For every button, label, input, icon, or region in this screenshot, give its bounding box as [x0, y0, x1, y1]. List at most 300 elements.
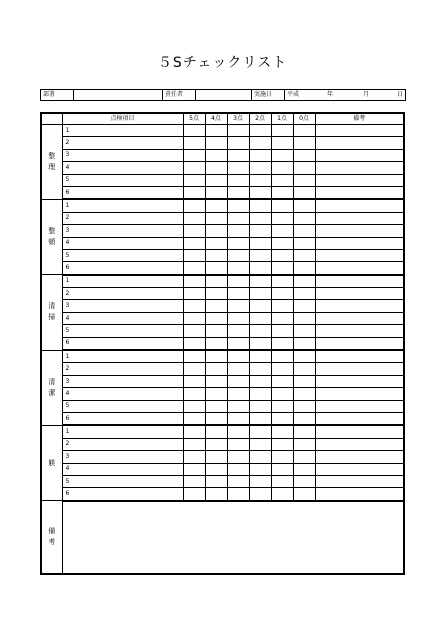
score-5-cell[interactable]	[183, 237, 205, 249]
score-5-cell[interactable]	[183, 300, 205, 312]
score-4-cell[interactable]	[205, 350, 227, 363]
remarks-cell[interactable]	[315, 249, 404, 261]
score-0-cell[interactable]	[293, 463, 315, 475]
score-3-cell[interactable]	[227, 237, 249, 249]
score-1-cell[interactable]	[271, 262, 293, 275]
remarks-cell[interactable]	[315, 337, 404, 350]
remarks-cell[interactable]	[315, 137, 404, 149]
score-1-cell[interactable]	[271, 199, 293, 212]
score-0-cell[interactable]	[293, 400, 315, 412]
table-row	[41, 288, 404, 300]
score-1-cell[interactable]	[271, 388, 293, 400]
table-row	[41, 438, 404, 450]
score-0-cell[interactable]	[293, 337, 315, 350]
score-0-cell[interactable]	[293, 249, 315, 261]
remarks-cell[interactable]	[315, 388, 404, 400]
score-1-cell[interactable]	[271, 249, 293, 261]
score-1-cell[interactable]	[271, 350, 293, 363]
header-score-0: 0点	[293, 113, 315, 125]
score-0-cell[interactable]	[293, 325, 315, 337]
check-item-cell[interactable]: 1	[62, 125, 183, 137]
info-table	[40, 89, 406, 101]
table-header-row	[41, 113, 404, 125]
check-item-cell[interactable]: 2	[62, 438, 183, 450]
score-2-cell[interactable]	[249, 312, 271, 324]
table-row	[41, 425, 404, 438]
check-item-cell[interactable]: 6	[62, 337, 183, 350]
score-4-cell[interactable]	[205, 212, 227, 224]
remarks-cell[interactable]	[315, 212, 404, 224]
check-item-cell[interactable]: 2	[62, 212, 183, 224]
check-item-cell[interactable]: 2	[62, 363, 183, 375]
score-5-cell[interactable]	[183, 400, 205, 412]
score-1-cell[interactable]	[271, 225, 293, 237]
score-4-cell[interactable]	[205, 162, 227, 174]
score-1-cell[interactable]	[271, 212, 293, 224]
score-0-cell[interactable]	[293, 388, 315, 400]
remarks-cell[interactable]	[315, 438, 404, 450]
score-3-cell[interactable]	[227, 300, 249, 312]
score-2-cell[interactable]	[249, 325, 271, 337]
score-5-cell[interactable]	[183, 388, 205, 400]
score-4-cell[interactable]	[205, 475, 227, 487]
remarks-cell[interactable]	[315, 451, 404, 463]
score-4-cell[interactable]	[205, 225, 227, 237]
score-5-cell[interactable]	[183, 186, 205, 199]
score-5-cell[interactable]	[183, 475, 205, 487]
remarks-cell[interactable]	[315, 237, 404, 249]
score-1-cell[interactable]	[271, 451, 293, 463]
header-score-1: 1点	[271, 113, 293, 125]
score-3-cell[interactable]	[227, 337, 249, 350]
score-2-cell[interactable]	[249, 337, 271, 350]
category-char: 頓	[48, 238, 56, 247]
score-4-cell[interactable]	[205, 488, 227, 501]
score-1-cell[interactable]	[271, 375, 293, 387]
category-char: 清	[48, 302, 56, 311]
check-item-cell[interactable]: 2	[62, 288, 183, 300]
score-0-cell[interactable]	[293, 275, 315, 288]
score-2-cell[interactable]	[249, 400, 271, 412]
table-row	[41, 451, 404, 463]
score-3-cell[interactable]	[227, 212, 249, 224]
score-0-cell[interactable]	[293, 425, 315, 438]
table-row	[41, 337, 404, 350]
score-2-cell[interactable]	[249, 275, 271, 288]
score-3-cell[interactable]	[227, 225, 249, 237]
score-5-cell[interactable]	[183, 249, 205, 261]
score-3-cell[interactable]	[227, 388, 249, 400]
score-3-cell[interactable]	[227, 199, 249, 212]
score-1-cell[interactable]	[271, 174, 293, 186]
score-5-cell[interactable]	[183, 488, 205, 501]
score-0-cell[interactable]	[293, 212, 315, 224]
score-4-cell[interactable]	[205, 186, 227, 199]
score-1-cell[interactable]	[271, 149, 293, 161]
check-item-cell[interactable]: 2	[62, 137, 183, 149]
score-2-cell[interactable]	[249, 249, 271, 261]
score-4-cell[interactable]	[205, 388, 227, 400]
category-char: 掃	[48, 313, 56, 322]
check-item-cell[interactable]: 6	[62, 186, 183, 199]
score-2-cell[interactable]	[249, 475, 271, 487]
check-item-cell[interactable]: 4	[62, 162, 183, 174]
table-row	[41, 463, 404, 475]
month-label: 月	[363, 91, 370, 98]
score-0-cell[interactable]	[293, 438, 315, 450]
header-remarks: 備考	[315, 113, 404, 125]
score-5-cell[interactable]	[183, 325, 205, 337]
score-2-cell[interactable]	[249, 137, 271, 149]
score-2-cell[interactable]	[249, 174, 271, 186]
score-3-cell[interactable]	[227, 162, 249, 174]
table-row	[41, 300, 404, 312]
score-0-cell[interactable]	[293, 312, 315, 324]
score-0-cell[interactable]	[293, 225, 315, 237]
score-2-cell[interactable]	[249, 237, 271, 249]
table-row	[41, 312, 404, 324]
category-label-0	[41, 125, 62, 200]
score-1-cell[interactable]	[271, 288, 293, 300]
score-4-cell[interactable]	[205, 262, 227, 275]
score-2-cell[interactable]	[249, 162, 271, 174]
score-5-cell[interactable]	[183, 463, 205, 475]
check-item-cell[interactable]: 1	[62, 199, 183, 212]
table-row	[41, 262, 404, 275]
score-4-cell[interactable]	[205, 237, 227, 249]
score-5-cell[interactable]	[183, 412, 205, 425]
remarks-cell[interactable]	[315, 412, 404, 425]
score-5-cell[interactable]	[183, 212, 205, 224]
category-label-2	[41, 275, 62, 350]
check-item-cell[interactable]: 4	[62, 463, 183, 475]
score-1-cell[interactable]	[271, 162, 293, 174]
score-1-cell[interactable]	[271, 237, 293, 249]
score-0-cell[interactable]	[293, 262, 315, 275]
remarks-cell[interactable]	[315, 275, 404, 288]
score-2-cell[interactable]	[249, 199, 271, 212]
score-4-cell[interactable]	[205, 125, 227, 137]
remarks-cell[interactable]	[315, 363, 404, 375]
score-1-cell[interactable]	[271, 186, 293, 199]
score-3-cell[interactable]	[227, 149, 249, 161]
table-row	[41, 237, 404, 249]
score-3-cell[interactable]	[227, 186, 249, 199]
category-char: 整	[48, 151, 56, 160]
score-5-cell[interactable]	[183, 262, 205, 275]
remarks-cell[interactable]	[315, 375, 404, 387]
table-row	[41, 475, 404, 487]
score-4-cell[interactable]	[205, 337, 227, 350]
score-3-cell[interactable]	[227, 363, 249, 375]
category-char: 躾	[48, 458, 56, 467]
score-3-cell[interactable]	[227, 438, 249, 450]
score-1-cell[interactable]	[271, 463, 293, 475]
score-0-cell[interactable]	[293, 475, 315, 487]
table-row	[41, 174, 404, 186]
score-3-cell[interactable]	[227, 463, 249, 475]
score-3-cell[interactable]	[227, 488, 249, 501]
score-0-cell[interactable]	[293, 199, 315, 212]
score-4-cell[interactable]	[205, 199, 227, 212]
remarks-cell[interactable]	[315, 174, 404, 186]
score-2-cell[interactable]	[249, 412, 271, 425]
page-title: ５Sチェックリスト	[157, 55, 288, 71]
score-2-cell[interactable]	[249, 388, 271, 400]
remarks-cell[interactable]	[315, 162, 404, 174]
score-4-cell[interactable]	[205, 400, 227, 412]
check-item-cell[interactable]: 6	[62, 412, 183, 425]
check-item-cell[interactable]: 1	[62, 425, 183, 438]
header-score-4: 4点	[205, 113, 227, 125]
score-3-cell[interactable]	[227, 288, 249, 300]
remarks-cell[interactable]	[315, 312, 404, 324]
score-2-cell[interactable]	[249, 300, 271, 312]
score-1-cell[interactable]	[271, 125, 293, 137]
remarks-cell[interactable]	[315, 262, 404, 275]
score-2-cell[interactable]	[249, 425, 271, 438]
remarks-cell[interactable]	[315, 425, 404, 438]
score-4-cell[interactable]	[205, 300, 227, 312]
score-5-cell[interactable]	[183, 125, 205, 137]
score-4-cell[interactable]	[205, 288, 227, 300]
table-row	[41, 212, 404, 224]
table-row	[41, 137, 404, 149]
score-5-cell[interactable]	[183, 199, 205, 212]
score-0-cell[interactable]	[293, 412, 315, 425]
check-item-cell[interactable]: 3	[62, 149, 183, 161]
check-item-cell[interactable]: 5	[62, 249, 183, 261]
era-label: 平成	[287, 91, 300, 98]
score-2-cell[interactable]	[249, 225, 271, 237]
score-4-cell[interactable]	[205, 174, 227, 186]
checklist-table	[40, 112, 405, 575]
footer-remarks-label	[41, 501, 62, 575]
score-2-cell[interactable]	[249, 186, 271, 199]
score-3-cell[interactable]	[227, 425, 249, 438]
score-3-cell[interactable]	[227, 475, 249, 487]
check-item-cell[interactable]: 6	[62, 488, 183, 501]
score-5-cell[interactable]	[183, 275, 205, 288]
score-4-cell[interactable]	[205, 249, 227, 261]
score-2-cell[interactable]	[249, 212, 271, 224]
score-5-cell[interactable]	[183, 451, 205, 463]
score-4-cell[interactable]	[205, 149, 227, 161]
category-label-4	[41, 425, 62, 500]
score-4-cell[interactable]	[205, 375, 227, 387]
score-0-cell[interactable]	[293, 174, 315, 186]
remarks-cell[interactable]	[315, 350, 404, 363]
score-5-cell[interactable]	[183, 162, 205, 174]
corner-cell	[41, 113, 62, 125]
score-0-cell[interactable]	[293, 488, 315, 501]
check-item-cell[interactable]: 1	[62, 275, 183, 288]
score-1-cell[interactable]	[271, 425, 293, 438]
score-2-cell[interactable]	[249, 375, 271, 387]
score-0-cell[interactable]	[293, 451, 315, 463]
table-row	[41, 350, 404, 363]
check-item-cell[interactable]: 5	[62, 325, 183, 337]
score-1-cell[interactable]	[271, 412, 293, 425]
score-3-cell[interactable]	[227, 275, 249, 288]
score-3-cell[interactable]	[227, 137, 249, 149]
score-4-cell[interactable]	[205, 312, 227, 324]
manager-field[interactable]	[196, 90, 252, 101]
remarks-cell[interactable]	[315, 475, 404, 487]
check-item-cell[interactable]: 4	[62, 388, 183, 400]
check-item-cell[interactable]: 5	[62, 475, 183, 487]
remarks-cell[interactable]	[315, 125, 404, 137]
remarks-cell[interactable]	[315, 186, 404, 199]
score-5-cell[interactable]	[183, 375, 205, 387]
footer-remarks-row	[41, 501, 404, 575]
score-5-cell[interactable]	[183, 438, 205, 450]
score-3-cell[interactable]	[227, 400, 249, 412]
table-row	[41, 412, 404, 425]
score-2-cell[interactable]	[249, 438, 271, 450]
date-label: 実施日	[252, 90, 285, 101]
check-item-cell[interactable]: 3	[62, 225, 183, 237]
score-2-cell[interactable]	[249, 288, 271, 300]
score-1-cell[interactable]	[271, 275, 293, 288]
score-0-cell[interactable]	[293, 288, 315, 300]
score-3-cell[interactable]	[227, 312, 249, 324]
score-0-cell[interactable]	[293, 186, 315, 199]
table-row	[41, 162, 404, 174]
remarks-cell[interactable]	[315, 288, 404, 300]
score-5-cell[interactable]	[183, 174, 205, 186]
header-item: 点検項目	[62, 113, 183, 125]
footer-remarks-area[interactable]	[62, 501, 404, 575]
score-3-cell[interactable]	[227, 262, 249, 275]
score-4-cell[interactable]	[205, 137, 227, 149]
score-5-cell[interactable]	[183, 363, 205, 375]
table-row	[41, 400, 404, 412]
check-item-cell[interactable]: 3	[62, 300, 183, 312]
score-0-cell[interactable]	[293, 137, 315, 149]
score-5-cell[interactable]	[183, 149, 205, 161]
department-label: 部署	[41, 90, 74, 101]
score-2-cell[interactable]	[249, 149, 271, 161]
header-score-5: 5点	[183, 113, 205, 125]
score-0-cell[interactable]	[293, 162, 315, 174]
score-4-cell[interactable]	[205, 275, 227, 288]
category-char: 清	[48, 377, 56, 386]
score-3-cell[interactable]	[227, 375, 249, 387]
score-4-cell[interactable]	[205, 425, 227, 438]
score-3-cell[interactable]	[227, 174, 249, 186]
score-5-cell[interactable]	[183, 288, 205, 300]
score-1-cell[interactable]	[271, 312, 293, 324]
remarks-cell[interactable]	[315, 300, 404, 312]
score-1-cell[interactable]	[271, 337, 293, 350]
table-row	[41, 375, 404, 387]
check-item-cell[interactable]: 3	[62, 451, 183, 463]
footer-remarks-char: 備	[48, 527, 56, 536]
category-label-1	[41, 199, 62, 274]
check-item-cell[interactable]: 5	[62, 174, 183, 186]
score-4-cell[interactable]	[205, 451, 227, 463]
score-3-cell[interactable]	[227, 125, 249, 137]
score-2-cell[interactable]	[249, 488, 271, 501]
header-score-2: 2点	[249, 113, 271, 125]
table-row	[41, 275, 404, 288]
score-2-cell[interactable]	[249, 363, 271, 375]
score-2-cell[interactable]	[249, 350, 271, 363]
score-1-cell[interactable]	[271, 400, 293, 412]
header-score-3: 3点	[227, 113, 249, 125]
check-item-cell[interactable]: 6	[62, 262, 183, 275]
score-0-cell[interactable]	[293, 300, 315, 312]
score-1-cell[interactable]	[271, 438, 293, 450]
score-2-cell[interactable]	[249, 463, 271, 475]
score-0-cell[interactable]	[293, 125, 315, 137]
table-row	[41, 249, 404, 261]
score-1-cell[interactable]	[271, 137, 293, 149]
score-5-cell[interactable]	[183, 425, 205, 438]
category-char: 潔	[48, 388, 56, 397]
score-1-cell[interactable]	[271, 325, 293, 337]
score-0-cell[interactable]	[293, 149, 315, 161]
score-3-cell[interactable]	[227, 249, 249, 261]
remarks-cell[interactable]	[315, 463, 404, 475]
remarks-cell[interactable]	[315, 199, 404, 212]
score-5-cell[interactable]	[183, 350, 205, 363]
department-field[interactable]	[74, 90, 163, 101]
score-1-cell[interactable]	[271, 363, 293, 375]
score-2-cell[interactable]	[249, 125, 271, 137]
score-5-cell[interactable]	[183, 137, 205, 149]
score-3-cell[interactable]	[227, 325, 249, 337]
footer-remarks-char: 考	[48, 538, 56, 547]
score-2-cell[interactable]	[249, 262, 271, 275]
check-item-cell[interactable]: 5	[62, 400, 183, 412]
score-0-cell[interactable]	[293, 363, 315, 375]
score-3-cell[interactable]	[227, 350, 249, 363]
check-item-cell[interactable]: 3	[62, 375, 183, 387]
score-4-cell[interactable]	[205, 463, 227, 475]
score-5-cell[interactable]	[183, 225, 205, 237]
score-3-cell[interactable]	[227, 412, 249, 425]
score-2-cell[interactable]	[249, 451, 271, 463]
date-field[interactable]	[285, 90, 406, 101]
check-item-cell[interactable]: 4	[62, 237, 183, 249]
table-row	[41, 325, 404, 337]
score-5-cell[interactable]	[183, 337, 205, 350]
score-4-cell[interactable]	[205, 412, 227, 425]
score-4-cell[interactable]	[205, 438, 227, 450]
score-4-cell[interactable]	[205, 363, 227, 375]
remarks-cell[interactable]	[315, 325, 404, 337]
score-5-cell[interactable]	[183, 312, 205, 324]
score-0-cell[interactable]	[293, 350, 315, 363]
score-0-cell[interactable]	[293, 237, 315, 249]
category-char: 理	[48, 162, 56, 171]
score-3-cell[interactable]	[227, 451, 249, 463]
manager-label: 責任者	[163, 90, 196, 101]
score-4-cell[interactable]	[205, 325, 227, 337]
remarks-cell[interactable]	[315, 225, 404, 237]
score-1-cell[interactable]	[271, 488, 293, 501]
score-1-cell[interactable]	[271, 300, 293, 312]
remarks-cell[interactable]	[315, 488, 404, 501]
score-0-cell[interactable]	[293, 375, 315, 387]
remarks-cell[interactable]	[315, 400, 404, 412]
check-item-cell[interactable]: 1	[62, 350, 183, 363]
check-item-cell[interactable]: 4	[62, 312, 183, 324]
remarks-cell[interactable]	[315, 149, 404, 161]
score-1-cell[interactable]	[271, 475, 293, 487]
